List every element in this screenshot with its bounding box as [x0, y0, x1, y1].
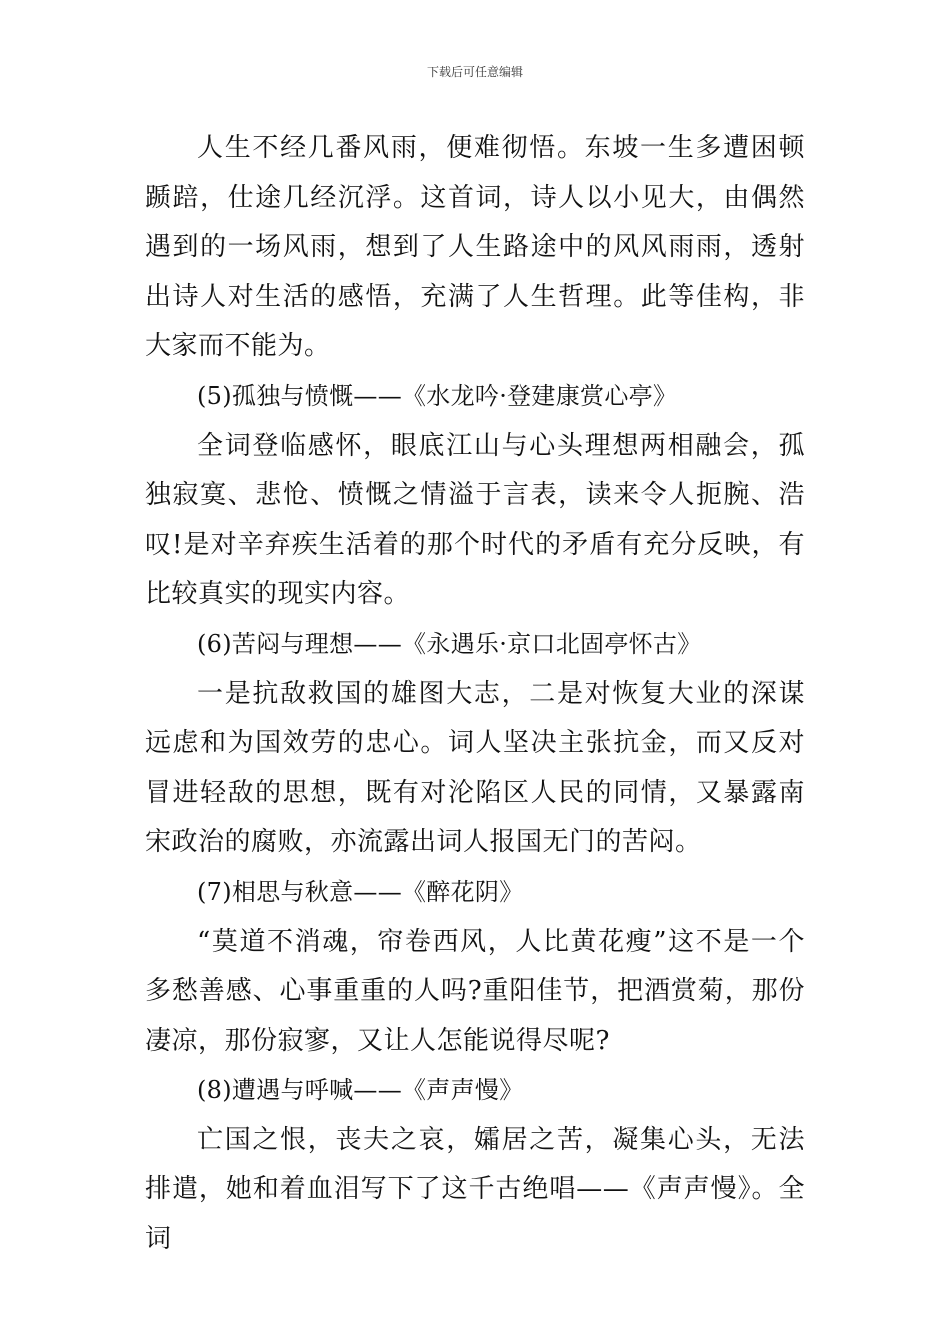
paragraph: 全词登临感怀，眼底江山与心头理想两相融会，孤独寂寞、悲怆、愤慨之情溢于言表，读来令人扼腕、浩叹!是对辛弃疾生活着的那个时代的矛盾有充分反映，有比较真实的现实内容。 — [145, 430, 805, 610]
paragraph: 亡国之恨，丧夫之哀，孀居之苦，凝集心头，无法排遣，她和着血泪写下了这千古绝唱——《声声慢》。全词 — [145, 1124, 805, 1255]
section-heading: (8)遭遇与呼喊——《声声慢》 — [197, 1076, 524, 1105]
paragraph: 一是抗敌救国的雄图大志，二是对恢复大业的深谋远虑和为国效劳的忠心。词人坚决主张抗金，而又反对冒进轻敌的思想，既有对沦陷区人民的同情，又暴露南宋政治的腐败，亦流露出词人报国无门的苦闷。 — [145, 678, 805, 858]
document-body — [145, 124, 805, 1265]
section-heading: (6)苦闷与理想——《永遇乐·京口北固亭怀古》 — [197, 629, 702, 658]
page-header: 下载后可任意编辑 — [426, 65, 523, 79]
paragraph: “莫道不消魂，帘卷西风，人比黄花瘦”这不是一个多愁善感、心事重重的人吗?重阳佳节，把酒赏菊，那份凄凉，那份寂寥，又让人怎能说得尽呢? — [145, 926, 805, 1056]
section-heading: (7)相思与秋意——《醉花阴》 — [197, 877, 524, 906]
paragraph: 人生不经几番风雨，便难彻悟。东坡一生多遭困顿踬踣，仕途几经沉浮。这首词，诗人以小见大，由偶然遇到的一场风雨，想到了人生路途中的风风雨雨，透射出诗人对生活的感悟，充满了人生哲理。此等佳构，非大家而不能为。 — [145, 133, 805, 362]
section-heading: (5)孤独与愤慨——《水龙吟·登建康赏心亭》 — [197, 381, 678, 410]
